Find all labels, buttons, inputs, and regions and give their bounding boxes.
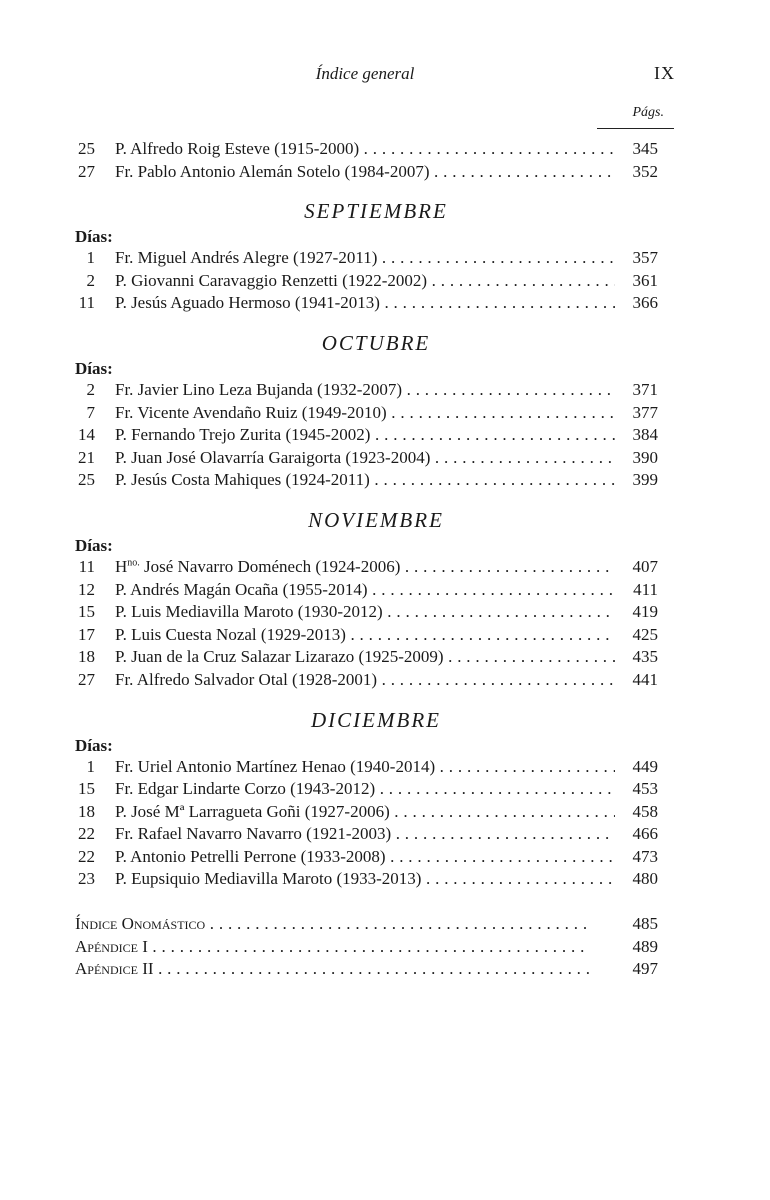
entry-text: José Navarro Doménech (1924-2006) bbox=[144, 556, 401, 576]
entry-page: 411 bbox=[615, 579, 658, 602]
toc-entry bbox=[75, 669, 665, 692]
entry-text: Fr. Miguel Andrés Alegre (1927-2011) . . . bbox=[115, 247, 630, 270]
pags-label: Págs. bbox=[632, 105, 664, 120]
entry-page: 466 bbox=[615, 823, 658, 846]
entry-page: 441 bbox=[615, 669, 658, 692]
toc-entry bbox=[75, 424, 665, 447]
entry-page: 419 bbox=[615, 601, 658, 624]
toc-entry bbox=[75, 624, 665, 647]
month-heading: OCTUBRE bbox=[321, 330, 431, 355]
entry-day: 15 bbox=[78, 602, 95, 622]
entry-day: 18 bbox=[78, 647, 95, 667]
entry-day: 11 bbox=[78, 293, 95, 313]
toc-content bbox=[75, 138, 665, 981]
entry-text: P. Luis Mediavilla Maroto (1930-2012) . . . bbox=[115, 601, 630, 624]
entry-page: 449 bbox=[615, 756, 658, 779]
pags-rule bbox=[597, 128, 674, 129]
entry-page: 407 bbox=[615, 556, 658, 579]
toc-entry bbox=[75, 646, 665, 669]
toc-entry bbox=[75, 556, 665, 579]
toc-entry bbox=[75, 138, 665, 161]
toc-entry bbox=[75, 868, 665, 891]
month-heading: NOVIEMBRE bbox=[308, 507, 444, 532]
entry-text-container bbox=[115, 556, 630, 579]
entry-text: P. Andrés Magán Ocaña (1955-2014) . . . bbox=[115, 579, 630, 602]
toc-index-entry bbox=[75, 958, 665, 981]
index-page: 485 bbox=[615, 913, 658, 936]
entry-day: 21 bbox=[78, 447, 95, 467]
entry-text: P. Antonio Petrelli Perrone (1933-2008) . . . bbox=[115, 846, 630, 869]
entry-day: 2 bbox=[86, 270, 95, 290]
toc-entry bbox=[75, 247, 665, 270]
entry-page: 384 bbox=[615, 424, 658, 447]
entry-day: 27 bbox=[78, 669, 95, 689]
entry-day: 17 bbox=[78, 624, 95, 644]
index-page: 489 bbox=[615, 936, 658, 959]
entry-text: P. Jesús Costa Mahiques (1924-2011) . . . bbox=[115, 469, 630, 492]
entry-text: P. Giovanni Caravaggio Renzetti (1922-2002) . . . bbox=[115, 270, 630, 293]
page-folio: IX bbox=[654, 63, 675, 83]
entry-day: 22 bbox=[78, 824, 95, 844]
dias-label: Días: bbox=[75, 735, 113, 755]
toc-entry bbox=[75, 823, 665, 846]
index-page: 497 bbox=[615, 958, 658, 981]
entry-text: P. Alfredo Roig Esteve (1915-2000) . . . bbox=[115, 138, 630, 161]
toc-entry bbox=[75, 601, 665, 624]
running-title: Índice general bbox=[315, 64, 415, 83]
entry-page: 357 bbox=[615, 247, 658, 270]
section-gap bbox=[75, 891, 665, 913]
toc-entry bbox=[75, 402, 665, 425]
dias-label: Días: bbox=[75, 358, 113, 378]
entry-page: 352 bbox=[615, 161, 658, 184]
entry-page: 453 bbox=[615, 778, 658, 801]
running-head bbox=[0, 62, 770, 88]
toc-index-entry bbox=[75, 913, 665, 936]
entry-title: H bbox=[115, 556, 128, 576]
entry-day: 2 bbox=[86, 379, 95, 399]
entry-text: P. Juan José Olavarría Garaigorta (1923-2004) . . . bbox=[115, 447, 630, 470]
entry-day: 25 bbox=[78, 470, 95, 490]
entry-text: Fr. Pablo Antonio Alemán Sotelo (1984-2007) . . . bbox=[115, 161, 630, 184]
entry-day: 14 bbox=[78, 425, 95, 445]
entry-page: 345 bbox=[615, 138, 658, 161]
entry-day: 7 bbox=[86, 402, 95, 422]
toc-entry bbox=[75, 469, 665, 492]
entry-text: Fr. Uriel Antonio Martínez Henao (1940-2014) . . . bbox=[115, 756, 630, 779]
toc-entry bbox=[75, 756, 665, 779]
entry-text: Fr. Rafael Navarro Navarro (1921-2003) . . . bbox=[115, 823, 630, 846]
entry-page: 473 bbox=[615, 846, 658, 869]
entry-text: P. Eupsiquio Mediavilla Maroto (1933-2013) . . . bbox=[115, 868, 630, 891]
entry-day: 27 bbox=[78, 161, 95, 181]
entry-page: 390 bbox=[615, 447, 658, 470]
entry-text: Fr. Vicente Avendaño Ruiz (1949-2010) . . . bbox=[115, 402, 630, 425]
toc-entry bbox=[75, 270, 665, 293]
entry-text: P. Juan de la Cruz Salazar Lizarazo (1925-2009) . . . bbox=[115, 646, 630, 669]
toc-entry bbox=[75, 579, 665, 602]
toc-entry bbox=[75, 778, 665, 801]
entry-page: 361 bbox=[615, 270, 658, 293]
month-heading: DICIEMBRE bbox=[311, 707, 441, 732]
entry-day: 23 bbox=[78, 869, 95, 889]
entry-day: 18 bbox=[78, 801, 95, 821]
entry-text: P. Fernando Trejo Zurita (1945-2002) . . . bbox=[115, 424, 630, 447]
toc-entry bbox=[75, 846, 665, 869]
entry-text: Fr. Javier Lino Leza Bujanda (1932-2007) . . . bbox=[115, 379, 630, 402]
entry-day: 12 bbox=[78, 579, 95, 599]
entry-text: Fr. Edgar Lindarte Corzo (1943-2012) . . . bbox=[115, 778, 630, 801]
entry-page: 425 bbox=[615, 624, 658, 647]
toc-entry bbox=[75, 801, 665, 824]
entry-text: P. Luis Cuesta Nozal (1929-2013) . . . bbox=[115, 624, 630, 647]
toc-entry bbox=[75, 379, 665, 402]
dias-label: Días: bbox=[75, 535, 113, 555]
toc-entry bbox=[75, 292, 665, 315]
entry-title-superscript: no. bbox=[127, 557, 140, 569]
entry-page: 399 bbox=[615, 469, 658, 492]
entry-day: 11 bbox=[78, 556, 95, 576]
entry-day: 22 bbox=[78, 846, 95, 866]
entry-text: P. José Mª Larragueta Goñi (1927-2006) . . . bbox=[115, 801, 630, 824]
entry-day: 15 bbox=[78, 779, 95, 799]
index-text: Apéndice II . . . bbox=[75, 958, 590, 981]
entry-day: 1 bbox=[86, 248, 95, 268]
entry-text: Fr. Alfredo Salvador Otal (1928-2001) . . . bbox=[115, 669, 630, 692]
entry-page: 480 bbox=[615, 868, 658, 891]
toc-entry bbox=[75, 161, 665, 184]
entry-page: 458 bbox=[615, 801, 658, 824]
entry-day: 1 bbox=[86, 756, 95, 776]
entry-page: 371 bbox=[615, 379, 658, 402]
entry-day: 25 bbox=[78, 139, 95, 158]
toc-entry bbox=[75, 447, 665, 470]
entry-text: P. Jesús Aguado Hermoso (1941-2013) . . . bbox=[115, 292, 630, 315]
index-text: Índice Onomástico . . . bbox=[75, 913, 590, 936]
entry-page: 366 bbox=[615, 292, 658, 315]
index-text: Apéndice I . . . bbox=[75, 936, 590, 959]
dias-label: Días: bbox=[75, 227, 113, 247]
month-heading: SEPTIEMBRE bbox=[304, 199, 448, 224]
entry-page: 435 bbox=[615, 646, 658, 669]
toc-index-entry bbox=[75, 936, 665, 959]
entry-page: 377 bbox=[615, 402, 658, 425]
